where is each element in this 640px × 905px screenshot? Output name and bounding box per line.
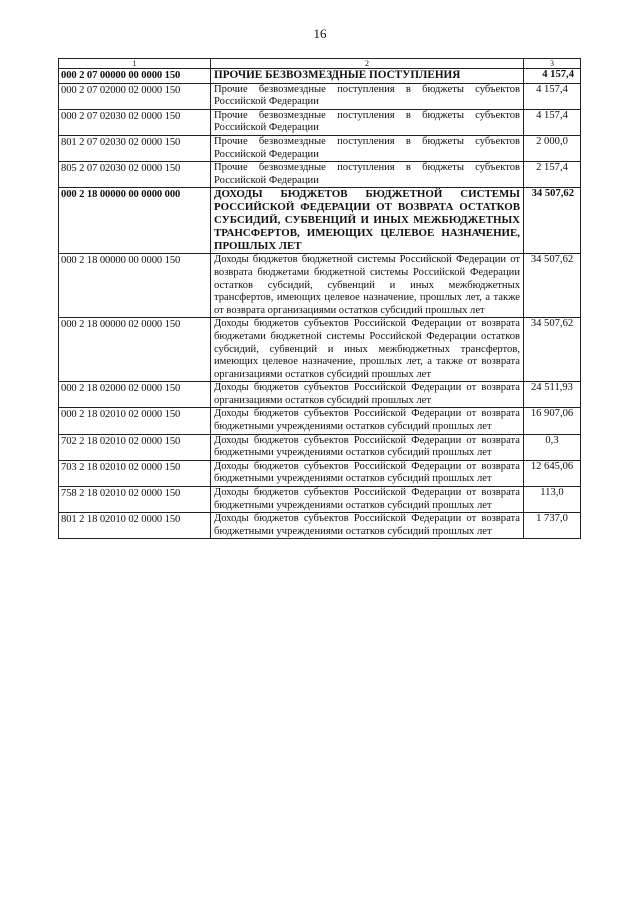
amount-cell: 34 507,62 bbox=[524, 254, 581, 318]
revenue-name-cell: Прочие безвозмездные поступления в бюджеты субъектов Российской Федерации bbox=[211, 135, 524, 161]
table-row bbox=[59, 135, 581, 161]
revenue-table bbox=[58, 58, 581, 539]
amount-cell: 113,0 bbox=[524, 487, 581, 513]
amount-cell: 24 511,93 bbox=[524, 382, 581, 408]
revenue-name-cell: Доходы бюджетов субъектов Российской Федерации от возврата бюджетными учреждениями остатков субсидий прошлых лет bbox=[211, 487, 524, 513]
budget-code-cell: 000 2 18 00000 02 0000 150 bbox=[59, 318, 211, 382]
revenue-name-cell: Прочие безвозмездные поступления в бюджеты субъектов Российской Федерации bbox=[211, 83, 524, 109]
table-row bbox=[59, 188, 581, 254]
amount-cell: 12 645,06 bbox=[524, 460, 581, 486]
budget-code-cell: 703 2 18 02010 02 0000 150 bbox=[59, 460, 211, 486]
revenue-name-cell: Доходы бюджетов субъектов Российской Федерации от возврата бюджетными учреждениями остатков субсидий прошлых лет bbox=[211, 513, 524, 539]
amount-cell: 2 000,0 bbox=[524, 135, 581, 161]
amount-cell: 16 907,06 bbox=[524, 408, 581, 434]
table-body bbox=[59, 69, 581, 539]
amount-cell: 1 737,0 bbox=[524, 513, 581, 539]
amount-cell: 0,3 bbox=[524, 434, 581, 460]
table-row bbox=[59, 434, 581, 460]
revenue-name-cell: Прочие безвозмездные поступления в бюджеты субъектов Российской Федерации bbox=[211, 109, 524, 135]
table-row bbox=[59, 318, 581, 382]
amount-cell: 34 507,62 bbox=[524, 318, 581, 382]
revenue-name-cell: Доходы бюджетов бюджетной системы Российской Федерации от возврата бюджетами бюджетной системы Российской Федерации остатков субсидий, субвенций и иных межбюджетных трансфертов, имеющих целевое назначение, прошлых лет, а также от возврата организациями остатков субсидий прошлых лет bbox=[211, 254, 524, 318]
amount-cell: 4 157,4 bbox=[524, 109, 581, 135]
table-row bbox=[59, 83, 581, 109]
column-number-3: 3 bbox=[524, 59, 581, 69]
budget-code-cell: 000 2 18 02000 02 0000 150 bbox=[59, 382, 211, 408]
revenue-name-cell: ПРОЧИЕ БЕЗВОЗМЕЗДНЫЕ ПОСТУПЛЕНИЯ bbox=[211, 69, 524, 84]
budget-code-cell: 000 2 18 02010 02 0000 150 bbox=[59, 408, 211, 434]
table-row bbox=[59, 382, 581, 408]
revenue-name-cell: Прочие безвозмездные поступления в бюджеты субъектов Российской Федерации bbox=[211, 162, 524, 188]
amount-cell: 4 157,4 bbox=[524, 69, 581, 84]
table-row bbox=[59, 513, 581, 539]
budget-code-cell: 000 2 18 00000 00 0000 000 bbox=[59, 188, 211, 254]
column-number-row bbox=[59, 59, 581, 69]
budget-code-cell: 000 2 18 00000 00 0000 150 bbox=[59, 254, 211, 318]
budget-code-cell: 758 2 18 02010 02 0000 150 bbox=[59, 487, 211, 513]
budget-code-cell: 702 2 18 02010 02 0000 150 bbox=[59, 434, 211, 460]
page-number: 16 bbox=[313, 26, 327, 41]
column-number-1: 1 bbox=[59, 59, 211, 69]
budget-code-cell: 000 2 07 02000 02 0000 150 bbox=[59, 83, 211, 109]
table-row bbox=[59, 460, 581, 486]
budget-code-cell: 801 2 18 02010 02 0000 150 bbox=[59, 513, 211, 539]
amount-cell: 4 157,4 bbox=[524, 83, 581, 109]
revenue-name-cell: Доходы бюджетов субъектов Российской Федерации от возврата бюджетами бюджетной системы Российской Федерации остатков субсидий, субвенций и иных межбюджетных трансфертов, имеющих целевое назначение, прошлых лет, а также от возврата организациями остатков субсидий прошлых лет bbox=[211, 318, 524, 382]
budget-code-cell: 000 2 07 00000 00 0000 150 bbox=[59, 69, 211, 84]
revenue-name-cell: Доходы бюджетов субъектов Российской Федерации от возврата бюджетными учреждениями остатков субсидий прошлых лет bbox=[211, 434, 524, 460]
revenue-name-cell: Доходы бюджетов субъектов Российской Федерации от возврата организациями остатков субсидий прошлых лет bbox=[211, 382, 524, 408]
revenue-name-cell: ДОХОДЫ БЮДЖЕТОВ БЮДЖЕТНОЙ СИСТЕМЫ РОССИЙСКОЙ ФЕДЕРАЦИИ ОТ ВОЗВРАТА ОСТАТКОВ СУБСИДИЙ, СУБВЕНЦИЙ И ИНЫХ МЕЖБЮДЖЕТНЫХ ТРАНСФЕРТОВ, ИМЕЮЩИХ ЦЕЛЕВОЕ НАЗНАЧЕНИЕ, ПРОШЛЫХ ЛЕТ bbox=[211, 188, 524, 254]
table-row bbox=[59, 408, 581, 434]
budget-code-cell: 805 2 07 02030 02 0000 150 bbox=[59, 162, 211, 188]
table-row bbox=[59, 69, 581, 84]
budget-code-cell: 801 2 07 02030 02 0000 150 bbox=[59, 135, 211, 161]
amount-cell: 2 157,4 bbox=[524, 162, 581, 188]
column-number-2: 2 bbox=[211, 59, 524, 69]
amount-cell: 34 507,62 bbox=[524, 188, 581, 254]
table-row bbox=[59, 487, 581, 513]
revenue-name-cell: Доходы бюджетов субъектов Российской Федерации от возврата бюджетными учреждениями остатков субсидий прошлых лет bbox=[211, 460, 524, 486]
table-row bbox=[59, 162, 581, 188]
budget-code-cell: 000 2 07 02030 02 0000 150 bbox=[59, 109, 211, 135]
revenue-name-cell: Доходы бюджетов субъектов Российской Федерации от возврата бюджетными учреждениями остатков субсидий прошлых лет bbox=[211, 408, 524, 434]
table-row bbox=[59, 254, 581, 318]
table-row bbox=[59, 109, 581, 135]
